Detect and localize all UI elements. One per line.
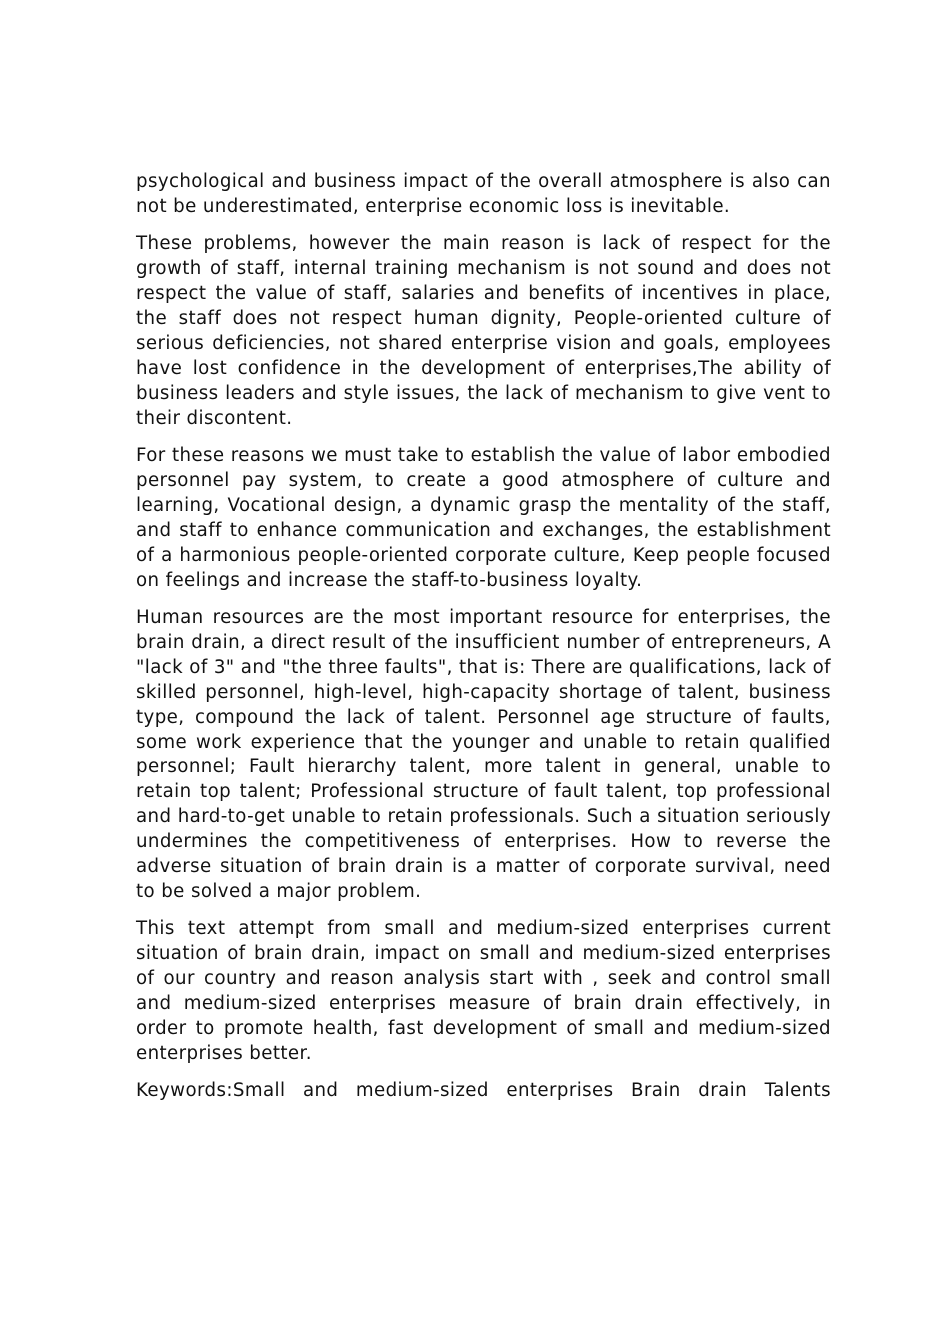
paragraph-text-attempt: This text attempt from small and medium-sized enterprises current situation of brain drain, impact on small and medium-sized enterprises of our country and reason analysis start with , seek and control small and medium-sized enterprises measure of brain drain effectively, in order to promote health, fast development of small and medium-sized enterprises better. <box>136 918 831 1064</box>
keywords-line: Keywords:Small and medium-sized enterprises Brain drain Talents <box>136 1080 831 1102</box>
paragraph-reasons: For these reasons we must take to establish the value of labor embodied personnel pay system, to create a good atmosphere of culture and learning, Vocational design, a dynamic grasp the mentality of the staff, and staff to enhance communication and exchanges, the establishment of a harmonious people-oriented corporate culture, Keep people focused on feelings and increase the staff-to-business loyalty. <box>136 445 831 591</box>
document-page <box>136 170 831 1104</box>
paragraph-continuation: psychological and business impact of the overall atmosphere is also can not be underestimated, enterprise economic loss is inevitable. <box>136 171 831 217</box>
paragraph-human-resources: Human resources are the most important resource for enterprises, the brain drain, a direct result of the insufficient number of entrepreneurs, A "lack of 3" and "the three faults", that is: There are qualifications, lack of skilled personnel, high-level, high-capacity shortage of talent, business type, compound the lack of talent. Personnel age structure of faults, some work experience that the younger and unable to retain qualified personnel; Fault hierarchy talent, more talent in general, unable to retain top talent; Professional structure of fault talent, top professional and hard-to-get unable to retain professionals. Such a situation seriously undermines the competitiveness of enterprises. How to reverse the adverse situation of brain drain is a matter of corporate survival, need to be solved a major problem. <box>136 607 831 902</box>
paragraph-problems: These problems, however the main reason is lack of respect for the growth of staff, internal training mechanism is not sound and does not respect the value of staff, salaries and benefits of incentives in place, the staff does not respect human dignity, People-oriented culture of serious deficiencies, not shared enterprise vision and goals, employees have lost confidence in the development of enterprises,The ability of business leaders and style issues, the lack of mechanism to give vent to their discontent. <box>136 233 831 429</box>
